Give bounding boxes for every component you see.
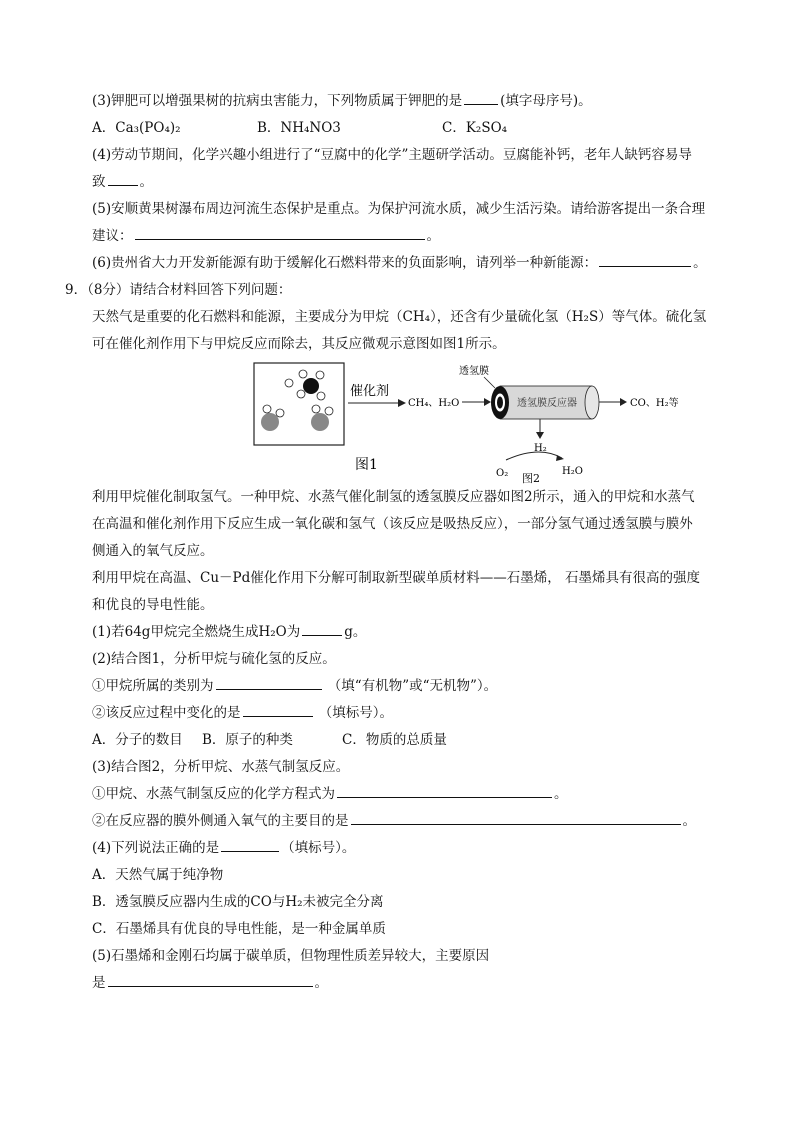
s1-end: g。 bbox=[344, 624, 367, 640]
s5-pre: 是 bbox=[92, 975, 106, 991]
molecule-icon bbox=[285, 370, 325, 400]
exam-page bbox=[65, 88, 732, 997]
h2o-label: H₂O bbox=[562, 466, 583, 477]
answer-blank[interactable] bbox=[302, 619, 342, 636]
figure-svg bbox=[92, 358, 732, 484]
arrow-head-icon bbox=[398, 399, 406, 407]
q5-pre: 建议： bbox=[92, 228, 133, 244]
s2b-text: ②该反应过程中变化的是 bbox=[92, 705, 241, 721]
arrow-head-icon bbox=[536, 432, 544, 439]
h2-label: H₂ bbox=[534, 443, 547, 454]
sub-question-1 bbox=[92, 619, 732, 646]
answer-blank[interactable] bbox=[243, 700, 313, 717]
p3-line1: 利用甲烷在高温、Cu－Pd催化作用下分解可制取新型碳单质材料——石墨烯， 石墨烯具有很高的强度 bbox=[92, 570, 701, 586]
answer-blank[interactable] bbox=[108, 169, 138, 186]
option-c: C．K₂SO₄ bbox=[442, 120, 508, 136]
option-a: A．分子的数目 bbox=[92, 732, 183, 748]
reaction-figure bbox=[92, 358, 732, 484]
q6-end: 。 bbox=[693, 255, 707, 271]
question-4 bbox=[92, 142, 732, 169]
question-9-heading bbox=[65, 277, 732, 304]
h2s-molecule-icon bbox=[261, 405, 284, 431]
s5-end: 。 bbox=[314, 975, 328, 991]
material-p3-cont bbox=[92, 592, 732, 619]
s3-text: (3)结合图2，分析甲烷、水蒸气制氢反应。 bbox=[92, 759, 350, 775]
answer-blank[interactable] bbox=[351, 808, 681, 825]
answer-blank[interactable] bbox=[221, 835, 279, 852]
s2-text: (2)结合图1，分析甲烷与硫化氢的反应。 bbox=[92, 651, 336, 667]
s4-end: （填标号）。 bbox=[281, 840, 356, 856]
p2-line2: 在高温和催化剂作用下反应生成一氧化碳和氢气（该反应是吸热反应），一部分氢气通过透氢膜与膜外 bbox=[92, 516, 693, 532]
q5-end: 。 bbox=[426, 228, 440, 244]
option-a: A．Ca₃(PO₄)₂ bbox=[92, 120, 181, 136]
s4-text: (4)下列说法正确的是 bbox=[92, 840, 220, 856]
q9-head: 9．（8分）请结合材料回答下列问题： bbox=[65, 282, 292, 298]
question-5-cont bbox=[92, 223, 732, 250]
material-p2-end bbox=[92, 538, 732, 565]
p3-line2: 和优良的导电性能。 bbox=[92, 597, 214, 613]
h2s-molecule-icon-2 bbox=[311, 405, 333, 431]
o2-label: O₂ bbox=[496, 468, 509, 479]
s3b-end: 。 bbox=[682, 813, 696, 829]
arrow-head-icon bbox=[484, 398, 491, 406]
question-6 bbox=[92, 250, 732, 277]
answer-blank[interactable] bbox=[216, 673, 322, 690]
sub-question-3a bbox=[92, 781, 732, 808]
q6-text: (6)贵州省大力开发新能源有助于缓解化石燃料带来的负面影响，请列举一种新能源： bbox=[92, 255, 598, 271]
fig1-caption: 图1 bbox=[355, 457, 378, 473]
answer-blank[interactable] bbox=[599, 250, 691, 267]
arrow-head-icon bbox=[620, 398, 627, 406]
s1-text: (1)若64g甲烷完全燃烧生成H₂O为 bbox=[92, 624, 301, 640]
material-p2 bbox=[92, 484, 732, 511]
p1-line1: 天然气是重要的化石燃料和能源，主要成分为甲烷（CH₄），还含有少量硫化氢（H₂S）等气体。硫化氢 bbox=[92, 309, 707, 325]
answer-blank[interactable] bbox=[337, 781, 552, 798]
s2b-end: （填标号）。 bbox=[314, 705, 394, 721]
s5-text: (5)石墨烯和金刚石均属于碳单质，但物理性质差异较大，主要原因 bbox=[92, 948, 490, 964]
s3b-text: ②在反应器的膜外侧通入氧气的主要目的是 bbox=[92, 813, 349, 829]
sub-question-5-cont bbox=[92, 970, 732, 997]
option-c: C．物质的总质量 bbox=[342, 732, 447, 748]
s4-option-a: A．天然气属于纯净物 bbox=[92, 867, 224, 883]
s3a-end: 。 bbox=[554, 786, 568, 802]
sub-question-2 bbox=[92, 646, 732, 673]
sub-question-4-option-a bbox=[92, 862, 732, 889]
sub-question-2a bbox=[92, 673, 732, 700]
arrow-head-icon bbox=[556, 455, 564, 461]
sub-question-4 bbox=[92, 835, 732, 862]
s3a-text: ①甲烷、水蒸气制氢反应的化学方程式为 bbox=[92, 786, 335, 802]
outlet-label: CO、H₂等 bbox=[630, 398, 679, 409]
q4-pre: 致 bbox=[92, 174, 106, 190]
q3-options bbox=[92, 115, 732, 142]
q4-end: 。 bbox=[139, 174, 153, 190]
p1-line2: 可在催化剂作用下与甲烷反应而除去，其反应微观示意图如图1所示。 bbox=[92, 336, 506, 352]
reactor-label: 透氢膜反应器 bbox=[517, 398, 577, 409]
answer-blank[interactable] bbox=[464, 88, 498, 105]
option-b: B．原子的种类 bbox=[202, 732, 293, 748]
sub-question-3b bbox=[92, 808, 732, 835]
question-5 bbox=[92, 196, 732, 223]
q3-text: (3)钾肥可以增强果树的抗病虫害能力，下列物质属于钾肥的是 bbox=[92, 93, 463, 109]
fig2-caption: 图2 bbox=[522, 472, 540, 484]
q3-end: (填字母序号)。 bbox=[500, 93, 592, 109]
material-p3 bbox=[92, 565, 732, 592]
sub-question-4-option-b bbox=[92, 889, 732, 916]
sub-question-4-option-c bbox=[92, 916, 732, 943]
question-3 bbox=[92, 88, 732, 115]
s4-option-b: B．透氢膜反应器内生成的CO与H₂未被完全分离 bbox=[92, 894, 384, 910]
answer-blank[interactable] bbox=[108, 970, 313, 987]
material-p1-cont bbox=[92, 331, 732, 358]
sub-question-2b bbox=[92, 700, 732, 727]
q5-text: (5)安顺黄果树瀑布周边河流生态保护是重点。为保护河流水质，减少生活污染。请给游客提出一条合理 bbox=[92, 201, 706, 217]
p2-line1: 利用甲烷催化制取氢气。一种甲烷、水蒸气催化制氢的透氢膜反应器如图2所示，通入的甲烷和水蒸气 bbox=[92, 489, 695, 505]
option-b: B．NH₄NO3 bbox=[257, 120, 341, 136]
sub-question-5 bbox=[92, 943, 732, 970]
answer-blank[interactable] bbox=[135, 223, 425, 240]
sub-question-3 bbox=[92, 754, 732, 781]
products-label: CH₄、H₂O bbox=[408, 398, 460, 409]
s4-option-c: C．石墨烯具有优良的导电性能，是一种金属单质 bbox=[92, 921, 386, 937]
material-p1 bbox=[92, 304, 732, 331]
s2a-end: （填“有机物”或“无机物”）。 bbox=[323, 678, 498, 694]
question-4-cont bbox=[92, 169, 732, 196]
sub-question-2-options bbox=[92, 727, 732, 754]
membrane-label: 透氢膜 bbox=[459, 366, 489, 377]
q4-text: (4)劳动节期间，化学兴趣小组进行了“豆腐中的化学”主题研学活动。豆腐能补钙，老年人缺钙容易导 bbox=[92, 147, 692, 163]
s2a-text: ①甲烷所属的类别为 bbox=[92, 678, 214, 694]
catalyst-label: 催化剂 bbox=[350, 384, 390, 399]
material-p2-cont bbox=[92, 511, 732, 538]
p2-line3: 侧通入的氧气反应。 bbox=[92, 543, 214, 559]
